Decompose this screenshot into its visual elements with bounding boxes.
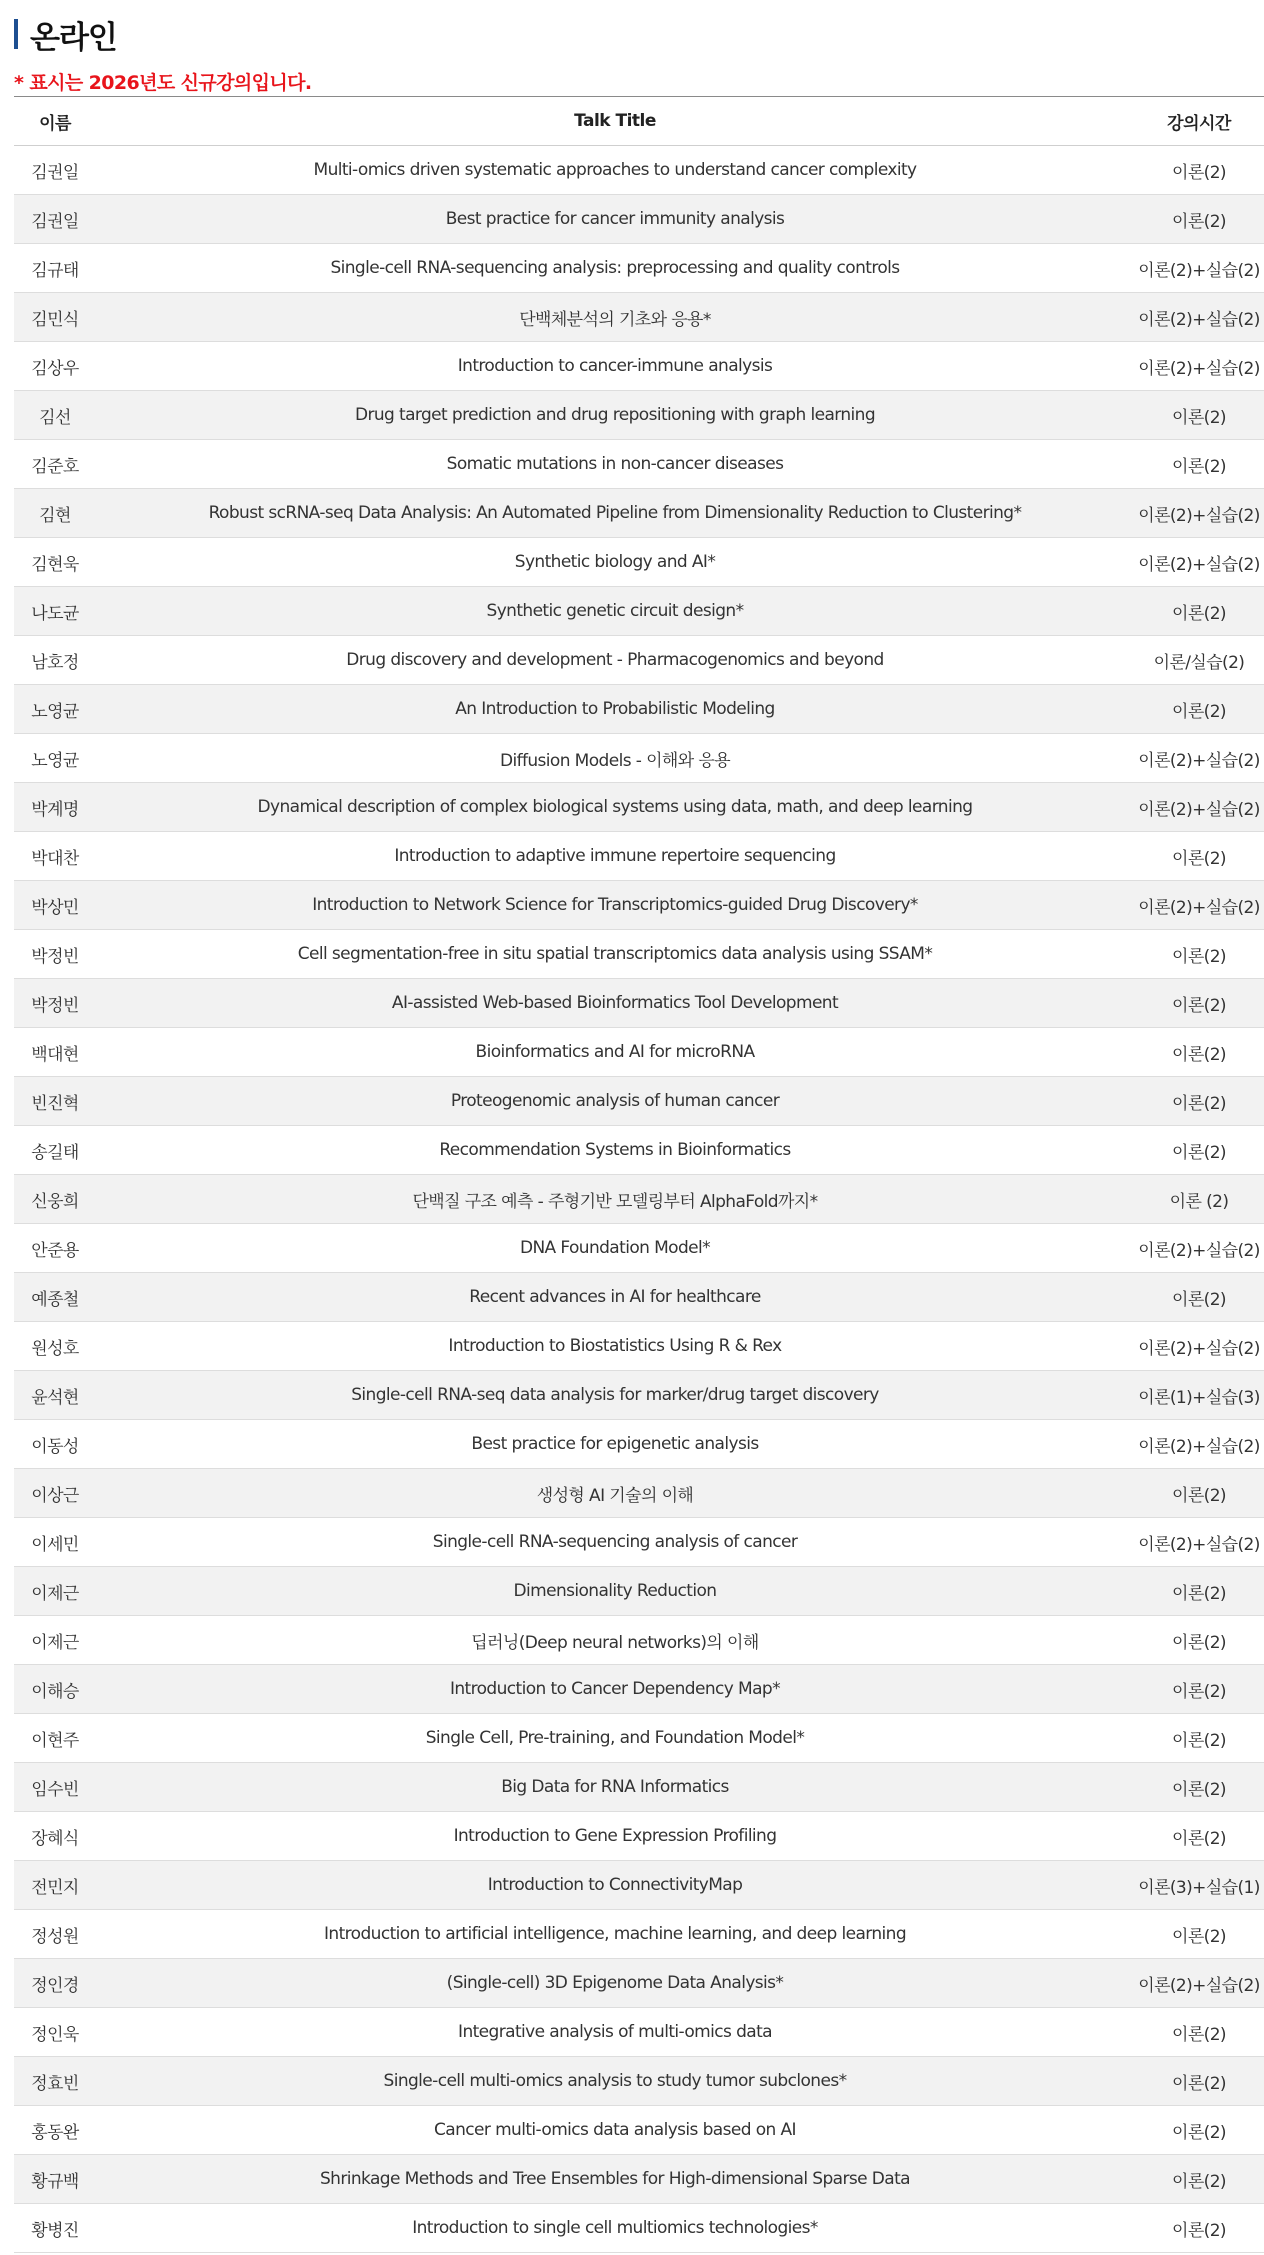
cell-name: 김준호 bbox=[31, 456, 79, 477]
cell-talk-title: Multi-omics driven systematic approaches to understand cancer complexity bbox=[313, 160, 917, 180]
cell-lecture-time: 이론(2)+실습(2) bbox=[1138, 309, 1260, 330]
column-header-talk-title: Talk Title bbox=[574, 111, 656, 131]
table-row bbox=[14, 2106, 1264, 2155]
cell-lecture-time: 이론(2)+실습(2) bbox=[1138, 750, 1260, 771]
cell-lecture-time: 이론(2) bbox=[1172, 2024, 1226, 2045]
cell-talk-title: Single-cell RNA-sequencing analysis of cancer bbox=[432, 1532, 798, 1552]
cell-name: 박정빈 bbox=[31, 995, 79, 1016]
cell-name: 정인욱 bbox=[31, 2024, 79, 2045]
table-row bbox=[14, 1371, 1264, 1420]
table-row bbox=[14, 1518, 1264, 1567]
cell-name: 김민식 bbox=[31, 309, 79, 330]
cell-lecture-time: 이론(2)+실습(2) bbox=[1138, 1436, 1260, 1457]
cell-name: 황병진 bbox=[31, 2220, 79, 2241]
cell-name: 안준용 bbox=[31, 1240, 79, 1261]
cell-lecture-time: 이론(2) bbox=[1172, 701, 1226, 722]
table-row bbox=[14, 1567, 1264, 1616]
table-row bbox=[14, 979, 1264, 1028]
cell-talk-title: Dimensionality Reduction bbox=[513, 1581, 717, 1601]
cell-talk-title: Shrinkage Methods and Tree Ensembles for High-dimensional Sparse Data bbox=[319, 2169, 911, 2189]
table-row bbox=[14, 1126, 1264, 1175]
cell-name: 나도균 bbox=[31, 603, 79, 624]
cell-lecture-time: 이론(2) bbox=[1172, 1142, 1226, 1163]
table-row bbox=[14, 1665, 1264, 1714]
table-row bbox=[14, 1910, 1264, 1959]
cell-talk-title: Introduction to adaptive immune repertoire sequencing bbox=[394, 846, 836, 866]
table-row bbox=[14, 440, 1264, 489]
table-row bbox=[14, 391, 1264, 440]
cell-lecture-time: 이론(2) bbox=[1172, 995, 1226, 1016]
cell-talk-title: Synthetic biology and AI* bbox=[514, 552, 716, 572]
table-row bbox=[14, 2057, 1264, 2106]
cell-name: 정인경 bbox=[31, 1975, 79, 1996]
cell-lecture-time: 이론(2) bbox=[1172, 1926, 1226, 1947]
cell-name: 남호정 bbox=[31, 652, 79, 673]
cell-name: 노영균 bbox=[31, 750, 79, 771]
cell-talk-title: Introduction to ConnectivityMap bbox=[487, 1875, 743, 1895]
cell-lecture-time: 이론(2)+실습(2) bbox=[1138, 1338, 1260, 1359]
cell-lecture-time: 이론(1)+실습(3) bbox=[1138, 1387, 1260, 1408]
cell-name: 이상근 bbox=[31, 1485, 79, 1506]
table-row bbox=[14, 244, 1264, 293]
cell-talk-title: Big Data for RNA Informatics bbox=[501, 1777, 729, 1797]
page-title: 온라인 bbox=[30, 19, 117, 56]
table-row bbox=[14, 587, 1264, 636]
cell-talk-title: Synthetic genetic circuit design* bbox=[486, 601, 744, 621]
cell-lecture-time: 이론 (2) bbox=[1169, 1191, 1229, 1212]
cell-talk-title: Dynamical description of complex biological systems using data, math, and deep learning bbox=[257, 797, 973, 817]
table-row bbox=[14, 1322, 1264, 1371]
cell-lecture-time: 이론(2) bbox=[1172, 2220, 1226, 2241]
cell-talk-title: Drug target prediction and drug repositioning with graph learning bbox=[354, 405, 876, 425]
cell-name: 이제근 bbox=[31, 1632, 79, 1653]
cell-talk-title: Introduction to Cancer Dependency Map* bbox=[449, 1679, 781, 1699]
cell-name: 윤석현 bbox=[31, 1387, 79, 1408]
cell-lecture-time: 이론(2) bbox=[1172, 1828, 1226, 1849]
cell-lecture-time: 이론(2) bbox=[1172, 1681, 1226, 1702]
column-header-lecture-time: 강의시간 bbox=[1167, 113, 1231, 134]
table-row bbox=[14, 538, 1264, 587]
cell-name: 김현욱 bbox=[31, 554, 79, 575]
table-row bbox=[14, 1763, 1264, 1812]
cell-talk-title: Diffusion Models - 이해와 응용 bbox=[499, 750, 731, 771]
table-row bbox=[14, 1616, 1264, 1665]
cell-lecture-time: 이론(2)+실습(2) bbox=[1138, 554, 1260, 575]
cell-lecture-time: 이론(2) bbox=[1172, 1044, 1226, 1065]
cell-name: 김현 bbox=[39, 505, 71, 526]
cell-name: 송길태 bbox=[31, 1142, 79, 1163]
cell-name: 김상우 bbox=[31, 358, 79, 379]
cell-lecture-time: 이론(2) bbox=[1172, 1289, 1226, 1310]
cell-name: 이세민 bbox=[31, 1534, 79, 1555]
cell-talk-title: Cell segmentation-free in situ spatial transcriptomics data analysis using SSAM* bbox=[297, 944, 933, 964]
cell-talk-title: Single-cell RNA-seq data analysis for marker/drug target discovery bbox=[351, 1385, 879, 1405]
cell-talk-title: Introduction to artificial intelligence, machine learning, and deep learning bbox=[323, 1924, 907, 1944]
cell-lecture-time: 이론(2)+실습(2) bbox=[1138, 505, 1260, 526]
table-row bbox=[14, 293, 1264, 342]
cell-name: 정성원 bbox=[31, 1926, 79, 1947]
table-row bbox=[14, 1175, 1264, 1224]
cell-lecture-time: 이론(2) bbox=[1172, 1485, 1226, 1506]
table-row bbox=[14, 1959, 1264, 2008]
table-row bbox=[14, 636, 1264, 685]
cell-talk-title: Single-cell multi-omics analysis to study tumor subclones* bbox=[383, 2071, 847, 2091]
table-row bbox=[14, 832, 1264, 881]
table-row bbox=[14, 1861, 1264, 1910]
table-row bbox=[14, 1028, 1264, 1077]
cell-talk-title: Recommendation Systems in Bioinformatics bbox=[439, 1140, 791, 1160]
cell-name: 신웅희 bbox=[31, 1191, 79, 1212]
table-row bbox=[14, 2155, 1264, 2204]
cell-lecture-time: 이론(2) bbox=[1172, 1093, 1226, 1114]
table-row bbox=[14, 2204, 1264, 2253]
cell-lecture-time: 이론(2) bbox=[1172, 1632, 1226, 1653]
cell-lecture-time: 이론(2) bbox=[1172, 2122, 1226, 2143]
cell-talk-title: Robust scRNA-seq Data Analysis: An Automated Pipeline from Dimensionality Reduction to Clustering* bbox=[208, 503, 1022, 523]
cell-name: 박상민 bbox=[31, 897, 79, 918]
cell-lecture-time: 이론(2) bbox=[1172, 1583, 1226, 1604]
cell-name: 빈진혁 bbox=[31, 1093, 79, 1114]
table-row bbox=[14, 1420, 1264, 1469]
cell-name: 백대현 bbox=[31, 1044, 79, 1065]
cell-talk-title: Introduction to single cell multiomics technologies* bbox=[412, 2218, 818, 2238]
cell-talk-title: (Single-cell) 3D Epigenome Data Analysis* bbox=[446, 1973, 784, 1993]
cell-talk-title: 단백질 구조 예측 - 주형기반 모델링부터 AlphaFold까지* bbox=[412, 1191, 818, 1212]
cell-talk-title: 단백체분석의 기초와 응용* bbox=[519, 309, 711, 330]
cell-talk-title: DNA Foundation Model* bbox=[519, 1238, 711, 1258]
cell-talk-title: Single Cell, Pre-training, and Foundation Model* bbox=[425, 1728, 805, 1748]
table-body bbox=[14, 146, 1264, 2253]
cell-talk-title: Introduction to Network Science for Transcriptomics-guided Drug Discovery* bbox=[312, 895, 918, 915]
cell-name: 박대찬 bbox=[31, 848, 79, 869]
cell-name: 박계명 bbox=[31, 799, 79, 820]
cell-lecture-time: 이론/실습(2) bbox=[1153, 652, 1245, 673]
cell-talk-title: Proteogenomic analysis of human cancer bbox=[450, 1091, 780, 1111]
cell-name: 황규백 bbox=[31, 2171, 79, 2192]
table-row bbox=[14, 2008, 1264, 2057]
new-lecture-notice: * 표시는 2026년도 신규강의입니다. bbox=[14, 72, 312, 94]
lecture-table bbox=[14, 96, 1264, 2253]
cell-name: 장혜식 bbox=[31, 1828, 79, 1849]
cell-name: 이현주 bbox=[31, 1730, 79, 1751]
lecture-table-container bbox=[14, 96, 1264, 2253]
cell-lecture-time: 이론(2) bbox=[1172, 848, 1226, 869]
cell-talk-title: Cancer multi-omics data analysis based on AI bbox=[434, 2120, 796, 2140]
cell-talk-title: Bioinformatics and AI for microRNA bbox=[475, 1042, 755, 1062]
cell-lecture-time: 이론(2) bbox=[1172, 407, 1226, 428]
table-row bbox=[14, 783, 1264, 832]
cell-lecture-time: 이론(2)+실습(2) bbox=[1138, 897, 1260, 918]
table-row bbox=[14, 195, 1264, 244]
cell-talk-title: Single-cell RNA-sequencing analysis: preprocessing and quality controls bbox=[330, 258, 900, 278]
cell-talk-title: Introduction to cancer-immune analysis bbox=[457, 356, 773, 376]
cell-name: 원성호 bbox=[31, 1338, 79, 1359]
cell-name: 임수빈 bbox=[31, 1779, 79, 1800]
cell-lecture-time: 이론(2)+실습(2) bbox=[1138, 1534, 1260, 1555]
table-header-row bbox=[14, 97, 1264, 146]
cell-name: 이동성 bbox=[31, 1436, 79, 1457]
column-header-name: 이름 bbox=[39, 113, 71, 134]
cell-name: 정효빈 bbox=[31, 2073, 79, 2094]
cell-name: 홍동완 bbox=[31, 2122, 79, 2143]
cell-lecture-time: 이론(2)+실습(2) bbox=[1138, 1240, 1260, 1261]
table-row bbox=[14, 489, 1264, 538]
cell-name: 박정빈 bbox=[31, 946, 79, 967]
cell-name: 김선 bbox=[39, 407, 71, 428]
cell-name: 노영균 bbox=[31, 701, 79, 722]
table-row bbox=[14, 146, 1264, 195]
cell-talk-title: Somatic mutations in non-cancer diseases bbox=[446, 454, 784, 474]
cell-talk-title: Drug discovery and development - Pharmacogenomics and beyond bbox=[346, 650, 884, 670]
cell-talk-title: Introduction to Biostatistics Using R & Rex bbox=[448, 1336, 782, 1356]
cell-talk-title: 딥러닝(Deep neural networks)의 이해 bbox=[471, 1632, 759, 1653]
table-row bbox=[14, 1469, 1264, 1518]
table-header bbox=[14, 97, 1264, 146]
cell-lecture-time: 이론(2) bbox=[1172, 456, 1226, 477]
cell-lecture-time: 이론(2) bbox=[1172, 1779, 1226, 1800]
table-row bbox=[14, 881, 1264, 930]
cell-talk-title: Best practice for epigenetic analysis bbox=[471, 1434, 759, 1454]
section-heading bbox=[14, 14, 117, 54]
cell-lecture-time: 이론(2) bbox=[1172, 211, 1226, 232]
cell-name: 김권일 bbox=[31, 162, 79, 183]
table-row bbox=[14, 1714, 1264, 1763]
cell-lecture-time: 이론(2)+실습(2) bbox=[1138, 799, 1260, 820]
cell-lecture-time: 이론(3)+실습(1) bbox=[1138, 1877, 1260, 1898]
cell-name: 김규태 bbox=[31, 260, 79, 281]
cell-lecture-time: 이론(2) bbox=[1172, 1730, 1226, 1751]
cell-name: 이해승 bbox=[31, 1681, 79, 1702]
cell-talk-title: Best practice for cancer immunity analysis bbox=[445, 209, 785, 229]
cell-talk-title: AI-assisted Web-based Bioinformatics Tool Development bbox=[391, 993, 839, 1013]
cell-lecture-time: 이론(2) bbox=[1172, 2073, 1226, 2094]
cell-lecture-time: 이론(2) bbox=[1172, 603, 1226, 624]
table-row bbox=[14, 342, 1264, 391]
table-row bbox=[14, 734, 1264, 783]
cell-talk-title: 생성형 AI 기술의 이해 bbox=[536, 1485, 694, 1506]
cell-lecture-time: 이론(2) bbox=[1172, 2171, 1226, 2192]
table-row bbox=[14, 1812, 1264, 1861]
cell-lecture-time: 이론(2)+실습(2) bbox=[1138, 358, 1260, 379]
cell-name: 이제근 bbox=[31, 1583, 79, 1604]
cell-name: 전민지 bbox=[31, 1877, 79, 1898]
cell-name: 예종철 bbox=[31, 1289, 79, 1310]
cell-talk-title: Introduction to Gene Expression Profiling bbox=[453, 1826, 777, 1846]
cell-talk-title: An Introduction to Probabilistic Modeling bbox=[455, 699, 775, 719]
cell-lecture-time: 이론(2)+실습(2) bbox=[1138, 260, 1260, 281]
table-row bbox=[14, 930, 1264, 979]
table-row bbox=[14, 1077, 1264, 1126]
table-row bbox=[14, 1224, 1264, 1273]
cell-lecture-time: 이론(2) bbox=[1172, 946, 1226, 967]
table-row bbox=[14, 685, 1264, 734]
table-row bbox=[14, 1273, 1264, 1322]
cell-lecture-time: 이론(2)+실습(2) bbox=[1138, 1975, 1260, 1996]
heading-accent-bar bbox=[14, 19, 18, 49]
cell-talk-title: Integrative analysis of multi-omics data bbox=[458, 2022, 772, 2042]
cell-lecture-time: 이론(2) bbox=[1172, 162, 1226, 183]
cell-name: 김권일 bbox=[31, 211, 79, 232]
cell-talk-title: Recent advances in AI for healthcare bbox=[469, 1287, 761, 1307]
